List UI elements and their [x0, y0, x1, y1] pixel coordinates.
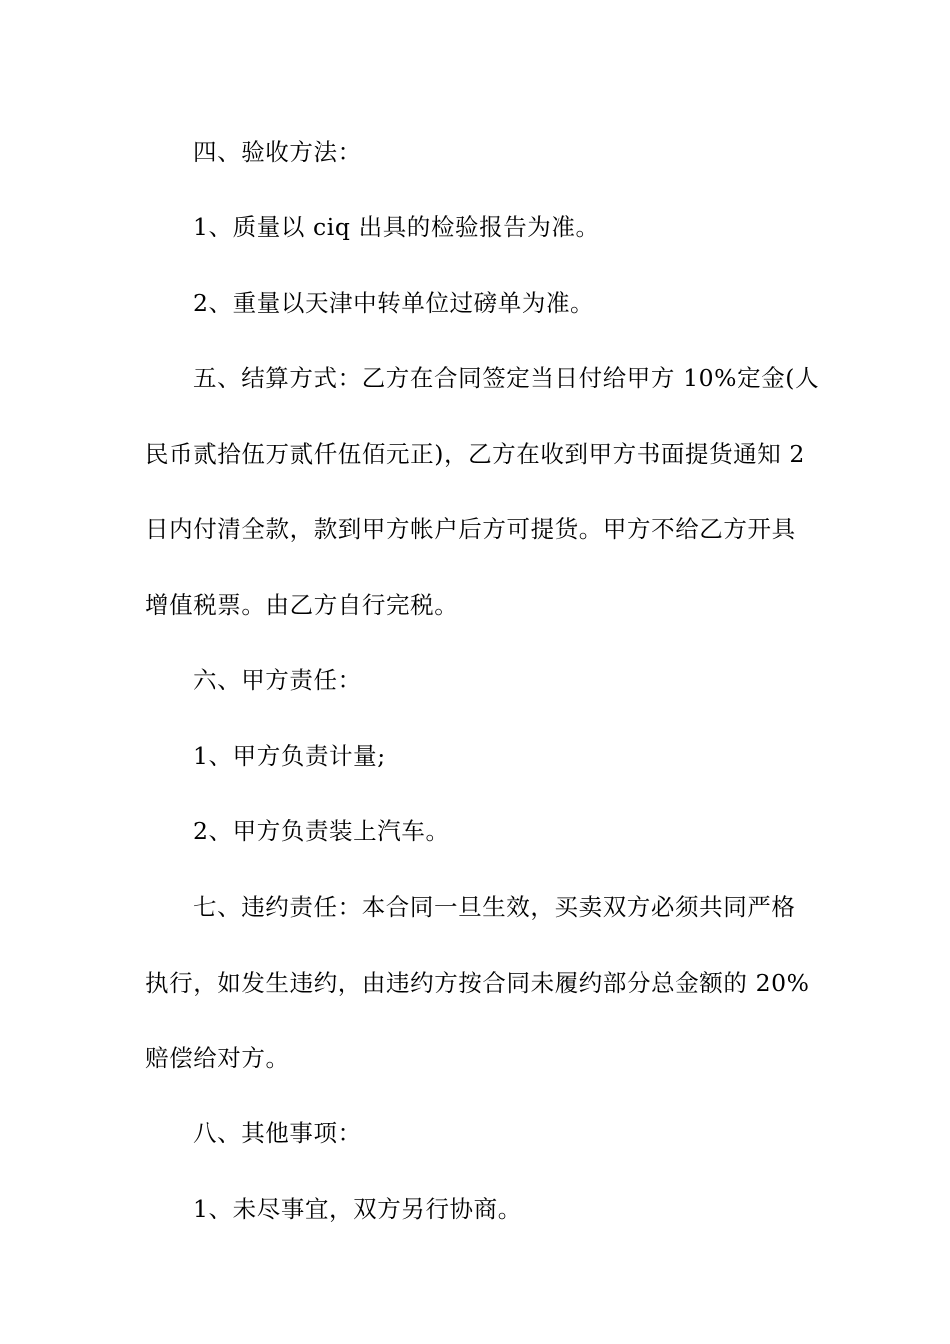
clause-loading: [145, 794, 810, 870]
text-line: 增值税票。由乙方自行完税。: [145, 590, 459, 619]
clause-metering: [145, 719, 810, 795]
text-line: 七、违约责任：本合同一旦生效，买卖双方必须共同严格: [193, 893, 796, 921]
text-line: 日内付清全款，款到甲方帐户后方可提货。甲方不给乙方开具: [145, 515, 796, 543]
text-line: 八、其他事项：: [193, 1119, 362, 1147]
text-line: 2、重量以天津中转单位过磅单为准。: [193, 289, 595, 317]
clause-weight: [145, 266, 810, 342]
text-line: 1、甲方负责计量;: [193, 742, 386, 770]
text-line: 2、甲方负责装上汽车。: [193, 817, 450, 845]
text-line: 四、验收方法：: [193, 138, 362, 166]
text-line: 1、质量以 ciq 出具的检验报告为准。: [193, 213, 600, 241]
text-line: 六、甲方责任：: [193, 666, 362, 694]
section-breach-liability: [145, 870, 810, 1097]
section-heading-inspection: [145, 115, 810, 191]
text-line: 五、结算方式：乙方在合同签定当日付给甲方 10%定金(人: [193, 364, 820, 392]
text-line: 民币贰拾伍万贰仟伍佰元正)，乙方在收到甲方书面提货通知 2: [145, 439, 805, 468]
section-heading-party-a-duties: [145, 643, 810, 719]
clause-unresolved-matters: [145, 1172, 810, 1248]
text-line: 赔偿给对方。: [145, 1044, 290, 1072]
section-heading-other-matters: [145, 1096, 810, 1172]
clause-quality: [145, 190, 810, 266]
text-line: 执行，如发生违约，由违约方按合同未履约部分总金额的 20%: [145, 968, 810, 997]
text-line: 1、未尽事宜，双方另行协商。: [193, 1195, 522, 1223]
section-settlement: [145, 341, 820, 643]
